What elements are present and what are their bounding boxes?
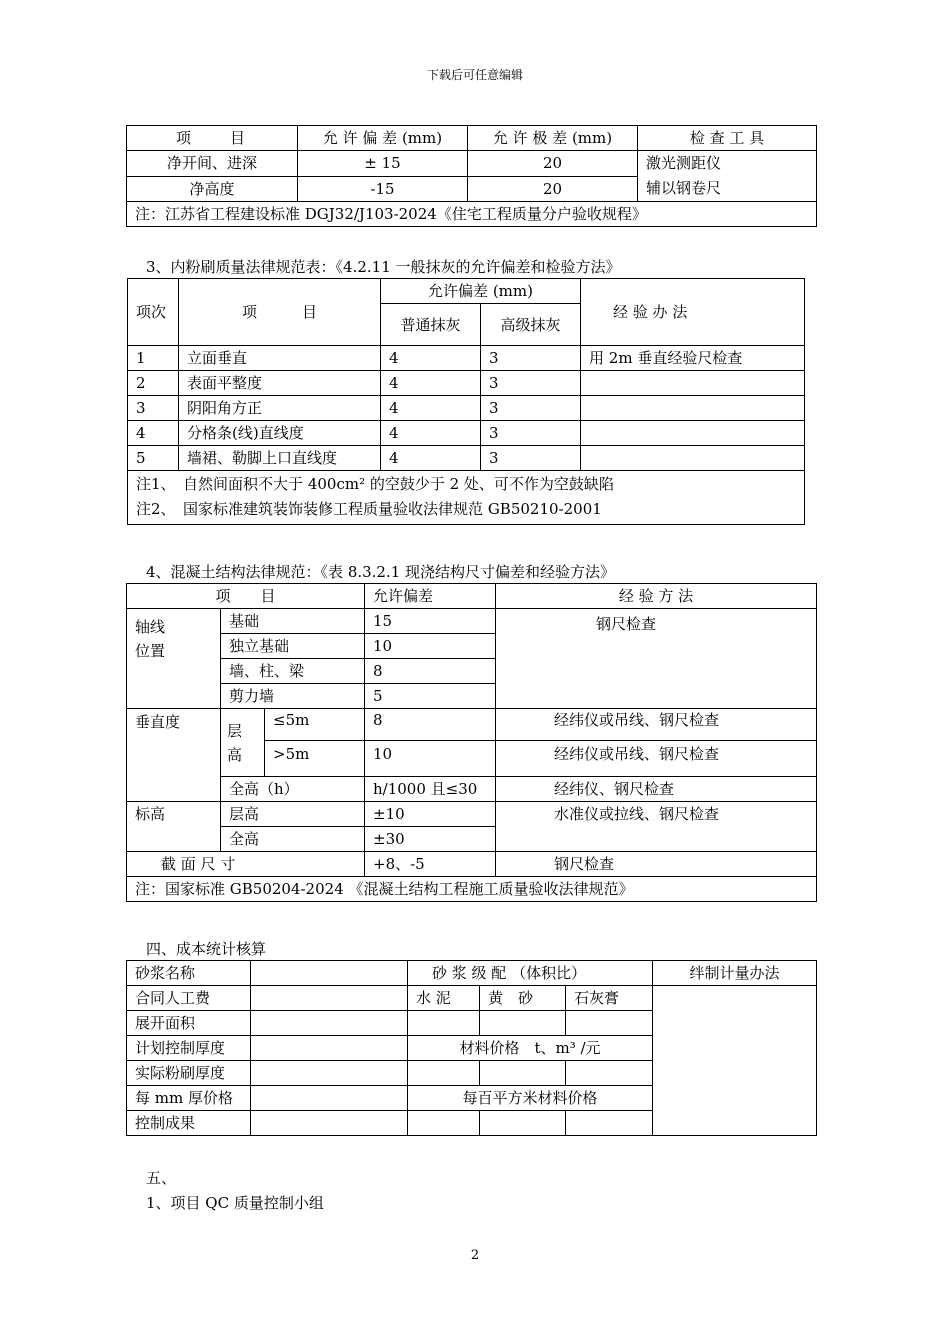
plaster-cell: 立面垂直 bbox=[179, 346, 381, 371]
price-label: 材料价格 t、m³ /元 bbox=[408, 1036, 653, 1061]
per100-label: 每百平方米材料价格 bbox=[408, 1086, 653, 1111]
mix-col: 水 泥 bbox=[408, 986, 480, 1011]
per100-value bbox=[408, 1111, 480, 1136]
concrete-cell: ±30 bbox=[365, 827, 496, 852]
plaster-cell: 4 bbox=[381, 421, 481, 446]
table1-note: 注：江苏省工程建设标准 DGJ32/J103-2024《住宅工程质量分户验收规程》 bbox=[127, 202, 817, 227]
concrete-cell: 5 bbox=[365, 684, 496, 709]
axis-position-label bbox=[127, 609, 221, 709]
concrete-cell: +8、-5 bbox=[365, 852, 496, 877]
cost-value bbox=[251, 1086, 408, 1111]
plaster-header-no: 项次 bbox=[128, 279, 179, 346]
concrete-cell: 基础 bbox=[221, 609, 365, 634]
page-number: 2 bbox=[470, 1248, 480, 1263]
table1-cell: -15 bbox=[298, 176, 468, 202]
plaster-note-1: 注1、 自然间面积不大于 400cm² 的空鼓少于 2 处、可不作为空鼓缺陷 bbox=[136, 475, 614, 493]
plaster-cell: 4 bbox=[381, 371, 481, 396]
plaster-cell: 3 bbox=[481, 446, 581, 471]
table1-header-tool: 检 查 工 具 bbox=[638, 126, 817, 151]
table1-tool-cell bbox=[638, 151, 817, 202]
plaster-cell: 3 bbox=[481, 371, 581, 396]
per100-value bbox=[480, 1111, 566, 1136]
cost-caption: 四、成本统计核算 bbox=[146, 940, 267, 958]
plaster-cell: 1 bbox=[128, 346, 179, 371]
cost-value bbox=[251, 1011, 408, 1036]
table-row bbox=[128, 396, 805, 421]
header-note: 下载后可任意编辑 bbox=[426, 68, 523, 82]
axis-method: 钢尺检查 bbox=[496, 609, 817, 709]
concrete-cell: ≤5m bbox=[265, 709, 365, 741]
concrete-cell: 8 bbox=[365, 709, 496, 741]
cost-label: 合同人工费 bbox=[127, 986, 251, 1011]
plaster-note-2: 注2、 国家标准建筑装饰装修工程质量验收法律规范 GB50210-2001 bbox=[136, 500, 602, 518]
concrete-cell: 独立基础 bbox=[221, 634, 365, 659]
cost-value bbox=[251, 1036, 408, 1061]
concrete-header-item: 项 目 bbox=[127, 584, 365, 609]
concrete-header-dev: 允许偏差 bbox=[365, 584, 496, 609]
plaster-cell bbox=[581, 396, 805, 421]
table1-header-allow: 允 许 偏 差 (mm) bbox=[298, 126, 468, 151]
floor-height-label bbox=[221, 709, 265, 777]
table1-header-range: 允 许 极 差 (mm) bbox=[468, 126, 638, 151]
cost-value bbox=[251, 986, 408, 1011]
concrete-cell: 钢尺检查 bbox=[496, 852, 817, 877]
plaster-cell: 墙裙、勒脚上口直线度 bbox=[179, 446, 381, 471]
concrete-cell: 全高 bbox=[221, 827, 365, 852]
cost-value bbox=[251, 961, 408, 986]
table-row bbox=[128, 371, 805, 396]
plaster-cell: 4 bbox=[381, 346, 481, 371]
concrete-note: 注：国家标准 GB50204-2024 《混凝土结构工程施工质量验收法律规范》 bbox=[127, 877, 817, 902]
plaster-cell: 5 bbox=[128, 446, 179, 471]
plaster-cell: 表面平整度 bbox=[179, 371, 381, 396]
concrete-header-method: 经 验 方 法 bbox=[496, 584, 817, 609]
mix-header: 砂 浆 级 配 （体积比） bbox=[408, 961, 653, 986]
plaster-cell: 3 bbox=[481, 346, 581, 371]
method-cell bbox=[653, 986, 817, 1136]
table1-tool-line: 辅以钢卷尺 bbox=[646, 179, 722, 197]
concrete-cell: >5m bbox=[265, 741, 365, 777]
table1-cell: 净开间、进深 bbox=[127, 151, 298, 177]
concrete-cell: 截 面 尺 寸 bbox=[127, 852, 365, 877]
mix-col: 黄 砂 bbox=[480, 986, 566, 1011]
cost-label: 砂浆名称 bbox=[127, 961, 251, 986]
table-row bbox=[128, 421, 805, 446]
concrete-cell: 墙、柱、梁 bbox=[221, 659, 365, 684]
cost-label: 实际粉刷厚度 bbox=[127, 1061, 251, 1086]
plaster-cell bbox=[581, 446, 805, 471]
floor-height-text: 层高 bbox=[227, 721, 243, 764]
concrete-cell: 全高（h） bbox=[221, 777, 365, 802]
plaster-cell: 4 bbox=[381, 396, 481, 421]
plaster-header-high: 高级抹灰 bbox=[481, 304, 581, 346]
plaster-header-method: 经 验 办 法 bbox=[581, 279, 805, 346]
table1-cell: 20 bbox=[468, 151, 638, 177]
cost-value bbox=[251, 1061, 408, 1086]
plaster-notes bbox=[128, 471, 805, 525]
table1-tool-line: 激光测距仪 bbox=[646, 154, 722, 172]
plaster-header-normal: 普通抹灰 bbox=[381, 304, 481, 346]
concrete-tolerance-table bbox=[126, 583, 817, 902]
plaster-cell: 4 bbox=[128, 421, 179, 446]
mix-col: 石灰膏 bbox=[566, 986, 653, 1011]
price-value bbox=[480, 1061, 566, 1086]
concrete-cell: 8 bbox=[365, 659, 496, 684]
cost-table bbox=[126, 960, 817, 1136]
plaster-header-item: 项 目 bbox=[179, 279, 381, 346]
table-row bbox=[128, 446, 805, 471]
cost-label: 展开面积 bbox=[127, 1011, 251, 1036]
section4-caption: 4、混凝土结构法律规范：《表 8.3.2.1 现浇结构尺寸偏差和经验方法》 bbox=[146, 563, 616, 581]
table-row bbox=[128, 346, 805, 371]
concrete-cell: 经纬仪或吊线、钢尺检查 bbox=[496, 709, 817, 741]
concrete-cell: 经纬仪、钢尺检查 bbox=[496, 777, 817, 802]
cost-label: 控制成果 bbox=[127, 1111, 251, 1136]
mix-value bbox=[408, 1011, 480, 1036]
cost-label: 每 mm 厚价格 bbox=[127, 1086, 251, 1111]
plaster-cell bbox=[581, 371, 805, 396]
price-value bbox=[566, 1061, 653, 1086]
table1-header-item: 项 目 bbox=[127, 126, 298, 151]
concrete-cell: 剪力墙 bbox=[221, 684, 365, 709]
mix-value bbox=[566, 1011, 653, 1036]
plaster-cell: 阴阳角方正 bbox=[179, 396, 381, 421]
elevation-label: 标高 bbox=[127, 802, 221, 852]
elevation-method: 水准仪或拉线、钢尺检查 bbox=[496, 802, 817, 852]
concrete-cell: h/1000 且≤30 bbox=[365, 777, 496, 802]
concrete-cell: 10 bbox=[365, 634, 496, 659]
plaster-cell: 3 bbox=[481, 421, 581, 446]
concrete-cell: 经纬仪或吊线、钢尺检查 bbox=[496, 741, 817, 777]
cost-value bbox=[251, 1111, 408, 1136]
plaster-tolerance-table bbox=[127, 278, 805, 525]
table1-cell: 20 bbox=[468, 176, 638, 202]
axis-position-text: 轴线位置 bbox=[135, 618, 166, 660]
plaster-cell: 用 2m 垂直经验尺检查 bbox=[581, 346, 805, 371]
room-dimension-table bbox=[126, 125, 817, 227]
cost-label: 计划控制厚度 bbox=[127, 1036, 251, 1061]
concrete-cell: ±10 bbox=[365, 802, 496, 827]
plaster-cell: 2 bbox=[128, 371, 179, 396]
concrete-cell: 15 bbox=[365, 609, 496, 634]
plaster-cell bbox=[581, 421, 805, 446]
plaster-cell: 3 bbox=[128, 396, 179, 421]
plaster-cell: 4 bbox=[381, 446, 481, 471]
table1-cell: 净高度 bbox=[127, 176, 298, 202]
section3-caption: 3、内粉刷质量法律规范表：《4.2.11 一般抹灰的允许偏差和检验方法》 bbox=[146, 258, 621, 276]
plaster-cell: 3 bbox=[481, 396, 581, 421]
verticality-label: 垂直度 bbox=[127, 709, 221, 802]
per100-value bbox=[566, 1111, 653, 1136]
section5-title: 五、 bbox=[146, 1169, 177, 1187]
section5-item1: 1、项目 QC 质量控制小组 bbox=[146, 1194, 324, 1212]
concrete-cell: 层高 bbox=[221, 802, 365, 827]
mix-value bbox=[480, 1011, 566, 1036]
table1-cell: ± 15 bbox=[298, 151, 468, 177]
concrete-cell: 10 bbox=[365, 741, 496, 777]
plaster-header-dev: 允许偏差 (mm) bbox=[381, 279, 581, 304]
method-header: 绊制计量办法 bbox=[653, 961, 817, 986]
plaster-cell: 分格条(线)直线度 bbox=[179, 421, 381, 446]
price-value bbox=[408, 1061, 480, 1086]
